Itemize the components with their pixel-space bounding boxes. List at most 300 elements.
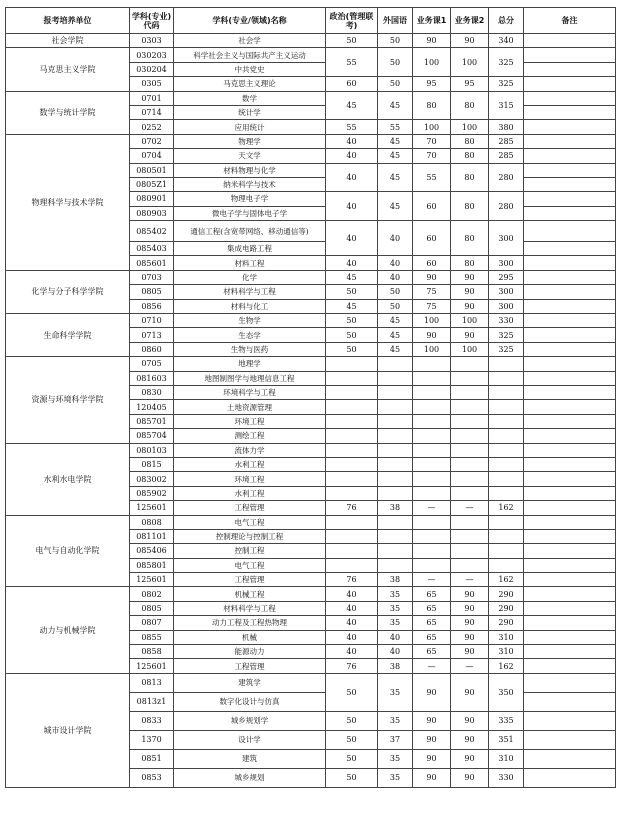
remark-cell (524, 270, 616, 284)
remark-cell (524, 472, 616, 486)
course2-cell (451, 371, 489, 385)
unit-cell: 生命科学学院 (6, 314, 130, 357)
politics-cell: 40 (326, 149, 378, 163)
name-cell: 土地资源管理 (174, 400, 326, 414)
code-cell: 085902 (130, 486, 174, 500)
name-cell: 应用统计 (174, 120, 326, 134)
course2-cell: 80 (451, 149, 489, 163)
foreign-cell: 35 (378, 711, 413, 730)
foreign-cell (378, 457, 413, 471)
total-cell: 300 (489, 285, 524, 299)
course2-cell: 90 (451, 645, 489, 659)
course1-cell: 90 (413, 711, 451, 730)
course1-cell (413, 544, 451, 558)
foreign-cell: 55 (378, 120, 413, 134)
name-cell: 统计学 (174, 105, 326, 119)
name-cell: 地理学 (174, 357, 326, 371)
politics-cell: 50 (326, 314, 378, 328)
code-cell: 120405 (130, 400, 174, 414)
name-cell: 机械工程 (174, 587, 326, 601)
total-cell: 310 (489, 749, 524, 768)
course1-cell: 65 (413, 601, 451, 615)
course2-cell: 100 (451, 342, 489, 356)
course2-cell (451, 414, 489, 428)
total-cell: 162 (489, 501, 524, 515)
remark-cell (524, 163, 616, 177)
remark-cell (524, 177, 616, 191)
remark-cell (524, 120, 616, 134)
remark-cell (524, 400, 616, 414)
course2-cell: 90 (451, 730, 489, 749)
course2-cell: 90 (451, 630, 489, 644)
politics-cell (326, 385, 378, 399)
course1-cell: 80 (413, 91, 451, 120)
foreign-cell: 40 (378, 645, 413, 659)
remark-cell (524, 587, 616, 601)
remark-cell (524, 342, 616, 356)
foreign-cell (378, 414, 413, 428)
politics-cell: 76 (326, 501, 378, 515)
foreign-cell: 45 (378, 328, 413, 342)
remark-cell (524, 501, 616, 515)
table-row (6, 357, 616, 371)
total-cell: 300 (489, 221, 524, 256)
foreign-cell: 50 (378, 77, 413, 91)
foreign-cell (378, 443, 413, 457)
remark-cell (524, 457, 616, 471)
code-cell: 0305 (130, 77, 174, 91)
course1-cell: 60 (413, 221, 451, 256)
name-cell: 电气工程 (174, 515, 326, 529)
unit-cell: 物理科学与技术学院 (6, 134, 130, 270)
course1-cell (413, 529, 451, 543)
course1-cell: 90 (413, 730, 451, 749)
name-cell: 工程管理 (174, 659, 326, 673)
total-cell: 310 (489, 645, 524, 659)
course2-cell: 80 (451, 134, 489, 148)
politics-cell: 50 (326, 711, 378, 730)
name-cell: 能源动力 (174, 645, 326, 659)
politics-cell (326, 472, 378, 486)
politics-cell (326, 529, 378, 543)
name-cell: 集成电路工程 (174, 242, 326, 256)
name-cell: 水利工程 (174, 457, 326, 471)
total-cell: 351 (489, 730, 524, 749)
politics-cell: 50 (326, 34, 378, 48)
course1-cell: 65 (413, 616, 451, 630)
foreign-cell: 50 (378, 48, 413, 77)
header-unit: 报考培养单位 (6, 8, 130, 34)
table-row (6, 34, 616, 48)
course2-cell: 80 (451, 163, 489, 192)
name-cell: 马克思主义理论 (174, 77, 326, 91)
code-cell: 0860 (130, 342, 174, 356)
total-cell: 285 (489, 134, 524, 148)
code-cell: 0853 (130, 768, 174, 787)
name-cell: 城乡规划学 (174, 711, 326, 730)
table-row (6, 270, 616, 284)
course1-cell: 90 (413, 328, 451, 342)
table-row (6, 673, 616, 692)
total-cell: 285 (489, 149, 524, 163)
name-cell: 材料工程 (174, 256, 326, 270)
course1-cell: 100 (413, 48, 451, 77)
politics-cell: 50 (326, 768, 378, 787)
politics-cell: 40 (326, 601, 378, 615)
total-cell: 290 (489, 616, 524, 630)
code-cell: 0802 (130, 587, 174, 601)
name-cell: 机械 (174, 630, 326, 644)
name-cell: 工程管理 (174, 573, 326, 587)
course2-cell: — (451, 501, 489, 515)
code-cell: 030204 (130, 62, 174, 76)
total-cell: 330 (489, 314, 524, 328)
name-cell: 动力工程及工程热物理 (174, 616, 326, 630)
name-cell: 环境工程 (174, 472, 326, 486)
foreign-cell: 45 (378, 314, 413, 328)
foreign-cell: 40 (378, 270, 413, 284)
course1-cell: 90 (413, 673, 451, 711)
course1-cell (413, 414, 451, 428)
code-cell: 1370 (130, 730, 174, 749)
total-cell: 340 (489, 34, 524, 48)
code-cell: 085601 (130, 256, 174, 270)
name-cell: 天文学 (174, 149, 326, 163)
total-cell (489, 558, 524, 572)
name-cell: 材料与化工 (174, 299, 326, 313)
politics-cell: 55 (326, 120, 378, 134)
foreign-cell (378, 558, 413, 572)
total-cell: 162 (489, 659, 524, 673)
remark-cell (524, 105, 616, 119)
name-cell: 微电子学与固体电子学 (174, 206, 326, 220)
header-total: 总分 (489, 8, 524, 34)
header-row (6, 8, 616, 34)
total-cell (489, 371, 524, 385)
foreign-cell: 45 (378, 134, 413, 148)
code-cell: 0805Z1 (130, 177, 174, 191)
course1-cell: 65 (413, 645, 451, 659)
total-cell: 310 (489, 630, 524, 644)
total-cell: 335 (489, 711, 524, 730)
unit-cell: 城市设计学院 (6, 673, 130, 787)
politics-cell (326, 457, 378, 471)
foreign-cell: 35 (378, 616, 413, 630)
foreign-cell: 50 (378, 34, 413, 48)
foreign-cell: 50 (378, 285, 413, 299)
name-cell: 控制理论与控制工程 (174, 529, 326, 543)
politics-cell: 50 (326, 285, 378, 299)
course1-cell: 100 (413, 120, 451, 134)
politics-cell: 45 (326, 270, 378, 284)
name-cell: 数学 (174, 91, 326, 105)
total-cell: 162 (489, 573, 524, 587)
remark-cell (524, 48, 616, 62)
remark-cell (524, 242, 616, 256)
name-cell: 城乡规划 (174, 768, 326, 787)
course1-cell (413, 472, 451, 486)
politics-cell: 50 (326, 730, 378, 749)
code-cell: 080901 (130, 192, 174, 206)
politics-cell: 40 (326, 192, 378, 221)
total-cell: 325 (489, 48, 524, 77)
table-row (6, 587, 616, 601)
remark-cell (524, 385, 616, 399)
header-foreign: 外国语 (378, 8, 413, 34)
course2-cell (451, 486, 489, 500)
foreign-cell (378, 544, 413, 558)
foreign-cell (378, 486, 413, 500)
total-cell: 325 (489, 342, 524, 356)
course1-cell (413, 429, 451, 443)
politics-cell (326, 414, 378, 428)
course2-cell (451, 515, 489, 529)
politics-cell: 40 (326, 221, 378, 256)
course1-cell: 70 (413, 149, 451, 163)
header-course1: 业务课1 (413, 8, 451, 34)
total-cell: 380 (489, 120, 524, 134)
total-cell: 325 (489, 328, 524, 342)
course2-cell (451, 558, 489, 572)
course2-cell: 90 (451, 285, 489, 299)
total-cell: 330 (489, 768, 524, 787)
course2-cell: 90 (451, 328, 489, 342)
table-row (6, 48, 616, 62)
foreign-cell: 38 (378, 659, 413, 673)
remark-cell (524, 149, 616, 163)
course2-cell: 80 (451, 192, 489, 221)
foreign-cell: 45 (378, 91, 413, 120)
course2-cell (451, 529, 489, 543)
course1-cell (413, 385, 451, 399)
course1-cell: — (413, 501, 451, 515)
total-cell (489, 529, 524, 543)
course2-cell: 100 (451, 120, 489, 134)
name-cell: 环境科学与工程 (174, 385, 326, 399)
course1-cell: 90 (413, 270, 451, 284)
total-cell (489, 515, 524, 529)
politics-cell: 50 (326, 749, 378, 768)
foreign-cell: 35 (378, 749, 413, 768)
foreign-cell: 40 (378, 256, 413, 270)
course2-cell (451, 443, 489, 457)
total-cell (489, 400, 524, 414)
course1-cell: 75 (413, 299, 451, 313)
code-cell: 0705 (130, 357, 174, 371)
code-cell: 083002 (130, 472, 174, 486)
course1-cell: 60 (413, 256, 451, 270)
total-cell (489, 429, 524, 443)
course2-cell: 90 (451, 673, 489, 711)
course2-cell: 90 (451, 711, 489, 730)
foreign-cell (378, 429, 413, 443)
course2-cell: — (451, 659, 489, 673)
table-row (6, 314, 616, 328)
politics-cell (326, 515, 378, 529)
code-cell: 081101 (130, 529, 174, 543)
total-cell: 300 (489, 256, 524, 270)
code-cell: 0713 (130, 328, 174, 342)
total-cell: 295 (489, 270, 524, 284)
course1-cell: 95 (413, 77, 451, 91)
total-cell (489, 486, 524, 500)
course1-cell: 90 (413, 749, 451, 768)
remark-cell (524, 299, 616, 313)
course2-cell: 90 (451, 749, 489, 768)
code-cell: 0704 (130, 149, 174, 163)
remark-cell (524, 414, 616, 428)
code-cell: 0807 (130, 616, 174, 630)
unit-cell: 数学与统计学院 (6, 91, 130, 134)
code-cell: 125601 (130, 501, 174, 515)
remark-cell (524, 206, 616, 220)
name-cell: 通信工程(含宽带网络、移动通信等) (174, 221, 326, 242)
course1-cell: — (413, 659, 451, 673)
code-cell: 0805 (130, 601, 174, 615)
remark-cell (524, 357, 616, 371)
course2-cell (451, 357, 489, 371)
foreign-cell (378, 529, 413, 543)
remark-cell (524, 134, 616, 148)
politics-cell (326, 486, 378, 500)
remark-cell (524, 673, 616, 692)
course2-cell: 90 (451, 299, 489, 313)
course1-cell (413, 400, 451, 414)
politics-cell (326, 400, 378, 414)
code-cell: 0714 (130, 105, 174, 119)
remark-cell (524, 616, 616, 630)
foreign-cell: 45 (378, 342, 413, 356)
politics-cell: 40 (326, 163, 378, 192)
name-cell: 工程管理 (174, 501, 326, 515)
politics-cell: 40 (326, 616, 378, 630)
remark-cell (524, 371, 616, 385)
course1-cell: 55 (413, 163, 451, 192)
table-row (6, 443, 616, 457)
code-cell: 0855 (130, 630, 174, 644)
politics-cell: 60 (326, 77, 378, 91)
total-cell (489, 357, 524, 371)
foreign-cell: 37 (378, 730, 413, 749)
code-cell: 0303 (130, 34, 174, 48)
name-cell: 社会学 (174, 34, 326, 48)
politics-cell (326, 443, 378, 457)
politics-cell: 40 (326, 256, 378, 270)
remark-cell (524, 659, 616, 673)
total-cell: 350 (489, 673, 524, 711)
code-cell: 0710 (130, 314, 174, 328)
header-code: 学科(专业)代码 (130, 8, 174, 34)
code-cell: 0701 (130, 91, 174, 105)
code-cell: 0833 (130, 711, 174, 730)
code-cell: 0805 (130, 285, 174, 299)
name-cell: 材料物理与化学 (174, 163, 326, 177)
course2-cell: 100 (451, 314, 489, 328)
politics-cell: 45 (326, 299, 378, 313)
code-cell: 0856 (130, 299, 174, 313)
code-cell: 085704 (130, 429, 174, 443)
course2-cell: 95 (451, 77, 489, 91)
course2-cell: 90 (451, 601, 489, 615)
foreign-cell (378, 357, 413, 371)
name-cell: 材料科学与工程 (174, 285, 326, 299)
politics-cell (326, 357, 378, 371)
politics-cell: 40 (326, 645, 378, 659)
remark-cell (524, 62, 616, 76)
course2-cell (451, 457, 489, 471)
course1-cell: 75 (413, 285, 451, 299)
remark-cell (524, 486, 616, 500)
table-row (6, 515, 616, 529)
code-cell: 0703 (130, 270, 174, 284)
course1-cell (413, 357, 451, 371)
code-cell: 0830 (130, 385, 174, 399)
name-cell: 建筑学 (174, 673, 326, 692)
code-cell: 0702 (130, 134, 174, 148)
name-cell: 材料科学与工程 (174, 601, 326, 615)
course2-cell: 90 (451, 616, 489, 630)
code-cell: 085406 (130, 544, 174, 558)
course1-cell: 70 (413, 134, 451, 148)
remark-cell (524, 34, 616, 48)
name-cell: 纳米科学与技术 (174, 177, 326, 191)
unit-cell: 动力与机械学院 (6, 587, 130, 673)
course1-cell: 100 (413, 314, 451, 328)
course2-cell: 90 (451, 34, 489, 48)
politics-cell (326, 558, 378, 572)
header-politics: 政治(管理联考) (326, 8, 378, 34)
name-cell: 建筑 (174, 749, 326, 768)
name-cell: 中共党史 (174, 62, 326, 76)
remark-cell (524, 730, 616, 749)
course1-cell (413, 558, 451, 572)
total-cell: 280 (489, 192, 524, 221)
politics-cell: 45 (326, 91, 378, 120)
name-cell: 生态学 (174, 328, 326, 342)
politics-cell: 40 (326, 587, 378, 601)
foreign-cell (378, 400, 413, 414)
politics-cell: 40 (326, 630, 378, 644)
remark-cell (524, 256, 616, 270)
course2-cell: 90 (451, 587, 489, 601)
total-cell (489, 443, 524, 457)
remark-cell (524, 192, 616, 206)
course2-cell: 80 (451, 221, 489, 256)
foreign-cell (378, 385, 413, 399)
total-cell (489, 472, 524, 486)
remark-cell (524, 768, 616, 787)
total-cell: 325 (489, 77, 524, 91)
total-cell: 290 (489, 587, 524, 601)
remark-cell (524, 645, 616, 659)
total-cell: 300 (489, 299, 524, 313)
header-name: 学科(专业/领域)名称 (174, 8, 326, 34)
remark-cell (524, 692, 616, 711)
foreign-cell: 35 (378, 768, 413, 787)
total-cell: 280 (489, 163, 524, 192)
course1-cell (413, 486, 451, 500)
name-cell: 水利工程 (174, 486, 326, 500)
course2-cell (451, 544, 489, 558)
politics-cell: 50 (326, 328, 378, 342)
foreign-cell: 40 (378, 630, 413, 644)
foreign-cell: 38 (378, 573, 413, 587)
foreign-cell: 45 (378, 163, 413, 192)
unit-cell: 马克思主义学院 (6, 48, 130, 91)
politics-cell: 76 (326, 659, 378, 673)
code-cell: 080501 (130, 163, 174, 177)
header-course2: 业务课2 (451, 8, 489, 34)
